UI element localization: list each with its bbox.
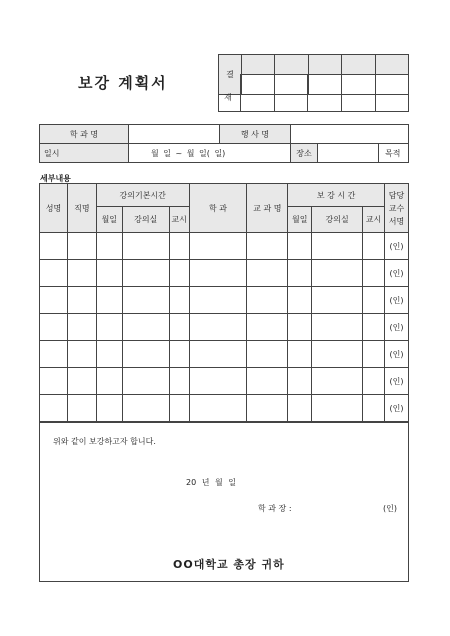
cell[interactable]: [288, 314, 312, 341]
seal-cell[interactable]: (인): [384, 368, 408, 395]
cell[interactable]: [96, 287, 122, 314]
cell[interactable]: [288, 368, 312, 395]
section-label: 세부내용: [40, 174, 71, 183]
header-base-room: 강의실: [122, 207, 169, 233]
header-makeup-room: 강의실: [312, 207, 363, 233]
cell[interactable]: [189, 395, 247, 422]
cell[interactable]: [363, 368, 385, 395]
cell[interactable]: [189, 287, 247, 314]
cell[interactable]: [247, 395, 288, 422]
table-row: [40, 287, 409, 314]
footer-box: [39, 422, 409, 582]
cell[interactable]: [169, 395, 189, 422]
dept-value[interactable]: [129, 125, 220, 144]
cell[interactable]: [363, 233, 385, 260]
cell[interactable]: [67, 314, 96, 341]
cell[interactable]: [122, 287, 169, 314]
approval-header-cell: [308, 55, 341, 75]
event-value[interactable]: [291, 125, 409, 144]
seal-cell[interactable]: (인): [384, 341, 408, 368]
cell[interactable]: [247, 233, 288, 260]
cell[interactable]: [122, 260, 169, 287]
cell[interactable]: [363, 314, 385, 341]
cell[interactable]: [40, 341, 68, 368]
header-dept: 학 과: [189, 184, 247, 233]
cell[interactable]: [189, 233, 247, 260]
cell[interactable]: [169, 260, 189, 287]
approval-label-top: 결: [219, 55, 242, 95]
cell[interactable]: [96, 341, 122, 368]
cell[interactable]: [40, 287, 68, 314]
approval-sign-area: [218, 74, 409, 112]
cell[interactable]: [169, 314, 189, 341]
cell[interactable]: [247, 287, 288, 314]
cell[interactable]: [67, 368, 96, 395]
cell[interactable]: [122, 368, 169, 395]
cell[interactable]: [288, 233, 312, 260]
cell[interactable]: [312, 287, 363, 314]
cell[interactable]: [363, 395, 385, 422]
footer-statement: 위와 같이 보강하고자 합니다.: [53, 437, 156, 446]
cell[interactable]: [96, 395, 122, 422]
cell[interactable]: [363, 341, 385, 368]
cell[interactable]: [189, 368, 247, 395]
cell[interactable]: [189, 260, 247, 287]
table-row: [40, 260, 409, 287]
cell[interactable]: [189, 341, 247, 368]
cell[interactable]: [122, 395, 169, 422]
cell[interactable]: [96, 233, 122, 260]
header-base-time: 강의기본시간: [96, 184, 189, 207]
header-makeup-period: 교시: [363, 207, 385, 233]
approval-header-cell: [375, 55, 408, 75]
cell[interactable]: [96, 314, 122, 341]
header-makeup-time: 보 강 시 간: [288, 184, 385, 207]
seal-cell[interactable]: (인): [384, 395, 408, 422]
footer-head: 학 과 장 :: [258, 504, 292, 513]
cell[interactable]: [247, 260, 288, 287]
cell[interactable]: [169, 341, 189, 368]
table-row: [40, 314, 409, 341]
seal-cell[interactable]: (인): [384, 287, 408, 314]
cell[interactable]: [363, 287, 385, 314]
cell[interactable]: [67, 341, 96, 368]
cell[interactable]: [40, 314, 68, 341]
cell[interactable]: [312, 368, 363, 395]
table-row: [40, 341, 409, 368]
place-label: 장소: [291, 144, 318, 163]
cell[interactable]: [96, 260, 122, 287]
cell[interactable]: [40, 233, 68, 260]
seal-cell[interactable]: (인): [384, 233, 408, 260]
header-course: 교 과 명: [247, 184, 288, 233]
date-value[interactable]: 월 일 ~ 월 일( 일): [129, 144, 291, 163]
purpose-cell: [379, 144, 409, 163]
header-name: 성명: [40, 184, 68, 233]
place-value[interactable]: [318, 144, 379, 163]
cell[interactable]: [169, 287, 189, 314]
footer-date: 20 년 월 일: [186, 478, 236, 487]
cell[interactable]: [122, 314, 169, 341]
seal-cell[interactable]: (인): [384, 260, 408, 287]
header-prof-sign: 담당교수서명: [384, 184, 408, 233]
cell[interactable]: [40, 395, 68, 422]
header-base-day: 월일: [96, 207, 122, 233]
cell[interactable]: [312, 341, 363, 368]
cell[interactable]: [40, 260, 68, 287]
table-row: [40, 233, 409, 260]
cell[interactable]: [247, 341, 288, 368]
cell[interactable]: [67, 287, 96, 314]
cell[interactable]: [40, 368, 68, 395]
cell[interactable]: [67, 260, 96, 287]
cell[interactable]: [312, 314, 363, 341]
cell[interactable]: [247, 368, 288, 395]
header-makeup-day: 월일: [288, 207, 312, 233]
cell[interactable]: [288, 287, 312, 314]
cell[interactable]: [67, 395, 96, 422]
cell[interactable]: [363, 260, 385, 287]
purpose-label: 목적: [385, 148, 401, 158]
cell[interactable]: [312, 260, 363, 287]
seal-cell[interactable]: (인): [384, 314, 408, 341]
dept-label: 학 과 명: [40, 125, 129, 144]
cell[interactable]: [189, 314, 247, 341]
cell[interactable]: [288, 260, 312, 287]
info-table: [39, 124, 409, 163]
table-row: [40, 368, 409, 395]
cell[interactable]: [312, 233, 363, 260]
cell[interactable]: [67, 233, 96, 260]
cell[interactable]: [312, 395, 363, 422]
event-label: 행 사 명: [220, 125, 291, 144]
cell[interactable]: [247, 314, 288, 341]
footer-addressee: OO대학교 총장 귀하: [173, 558, 285, 571]
cell[interactable]: [122, 233, 169, 260]
approval-header-cell: [342, 55, 375, 75]
table-row: [40, 395, 409, 422]
approval-header-cell: [242, 55, 275, 75]
approval-label-bottom: 재: [224, 93, 232, 102]
approval-header-cell: [275, 55, 308, 75]
cell[interactable]: [288, 395, 312, 422]
document-title: 보강 계획서: [78, 74, 168, 92]
cell[interactable]: [169, 368, 189, 395]
date-label: 일시: [40, 144, 129, 163]
header-position: 직명: [67, 184, 96, 233]
footer-seal: (인): [383, 504, 397, 513]
cell[interactable]: [169, 233, 189, 260]
cell[interactable]: [288, 341, 312, 368]
detail-table: [39, 183, 409, 422]
header-base-period: 교시: [169, 207, 189, 233]
cell[interactable]: [122, 341, 169, 368]
cell[interactable]: [96, 368, 122, 395]
